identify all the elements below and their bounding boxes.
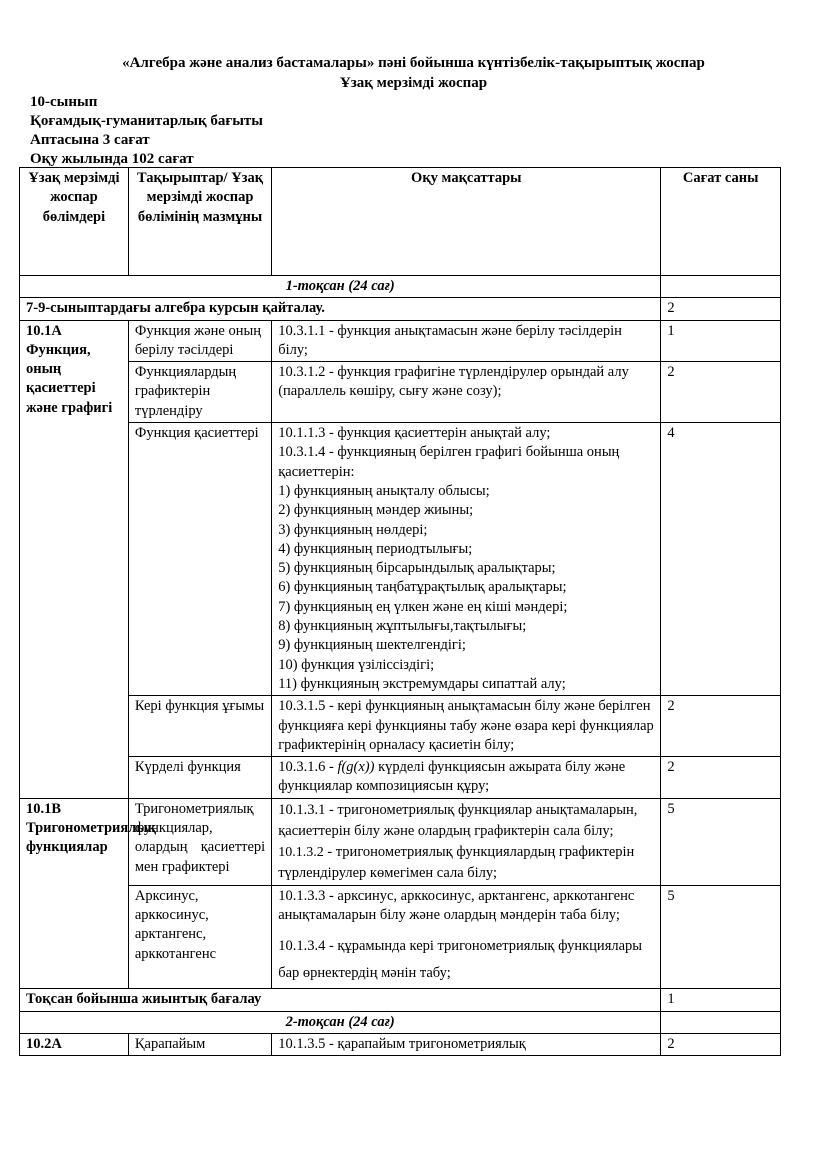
objective-code: 10.1.3.2 <box>278 844 324 860</box>
quarter-row <box>20 276 781 298</box>
hours-cell: 5 <box>661 885 781 989</box>
table-row <box>20 989 781 1011</box>
hours-cell: 2 <box>661 757 781 799</box>
objective-prefix: 10.3.1.6 - <box>278 759 338 776</box>
objective-line: 10.1.3.4 - құрамында кері тригонометриялық функциялары бар өрнектердің мәнін табу; <box>278 938 643 982</box>
objective-cell: 10.3.1.2 - функция графигіне түрлендірулер орындай алу (параллель көшіру, сығу және созу); <box>272 362 661 423</box>
objective-line: 6) функцияның таңбатұрақтылық аралықтары; <box>278 579 567 596</box>
review-label: 7-9-сыныптардағы алгебра курсын қайталау. <box>20 298 661 320</box>
table-row <box>20 798 781 885</box>
objective-cell <box>272 757 661 799</box>
topic-cell: Кері функция ұғымы <box>128 696 271 757</box>
header-objectives: Оқу мақсаттары <box>272 168 661 276</box>
objective-line: 10.1.3.3 - арксинус, арккосинус, арктангенс, арккотангенс анықтамаларын білу және олардың мәндерін таба білу; <box>278 887 635 924</box>
objective-line: 1) функцияның анықталу облысы; <box>278 482 490 499</box>
table-row <box>20 298 781 320</box>
section-b-name: 10.1B Тригонометриялық функциялар <box>20 798 129 989</box>
objective-cell: 10.1.3.5 - қарапайым тригонометриялық <box>272 1033 661 1055</box>
objective-cell <box>272 885 661 989</box>
hours-cell: 1 <box>661 320 781 362</box>
quarter-1-label: 1-тоқсан (24 сағ) <box>20 276 661 298</box>
hours-cell: 2 <box>661 696 781 757</box>
hours-cell: 4 <box>661 423 781 696</box>
yearly-hours-label: Оқу жылында 102 сағат <box>30 151 194 167</box>
document-title: «Алгебра және анализ бастамалары» пәні бойынша күнтізбелік-тақырыптық жоспар <box>122 55 705 71</box>
quarter-row <box>20 1011 781 1033</box>
objective-line <box>278 842 654 884</box>
topic-cell: Функция қасиеттері <box>128 423 271 696</box>
table-row <box>20 320 781 362</box>
objective-cell <box>272 798 661 885</box>
quarter-2-hours-cell <box>661 1011 781 1033</box>
section-a-name: 10.1А Функция, оның қасиеттері және графигі <box>20 320 129 798</box>
topic-cell: Қарапайым <box>128 1033 271 1055</box>
objective-line: 10.1.3.1 - тригонометриялық функциялар анықтамаларын, қасиеттерін білу және олардың графиктерін сала білу; <box>278 801 638 839</box>
table-row <box>20 362 781 423</box>
header-topics: Тақырыптар/ Ұзақ мерзімді жоспар бөлімінің мазмұны <box>128 168 271 276</box>
hours-cell: 2 <box>661 362 781 423</box>
table-row <box>20 1033 781 1055</box>
table-row <box>20 696 781 757</box>
objective-line: 9) функцияның шектелгендігі; <box>278 637 466 654</box>
objective-line: 8) функцияның жұптылығы,тақтылығы; <box>278 618 527 635</box>
objective-line: 7) функцияның ең үлкен және ең кіші мәндері; <box>278 598 568 615</box>
assessment-hours: 1 <box>661 989 781 1011</box>
table-row <box>20 423 781 696</box>
objective-line: 5) функцияның бірсарындылық аралықтары; <box>278 560 556 577</box>
objective-cell: 10.3.1.5 - кері функцияның анықтамасын білу және берілген функцияға кері функцияны табу және өзара кері функциялар графиктерінің орналасу қасиетін білу; <box>272 696 661 757</box>
grade-label: 10-сынып <box>30 94 98 110</box>
review-hours: 2 <box>661 298 781 320</box>
section-c-name: 10.2А <box>20 1033 129 1055</box>
objective-line: 3) функцияның нөлдері; <box>278 521 428 538</box>
topic-cell: Арксинус, арккосинус, арктангенс, арккотангенс <box>128 885 271 989</box>
topic-cell: Функциялардың графиктерін түрлендіру <box>128 362 271 423</box>
hours-cell: 2 <box>661 1033 781 1055</box>
table-row <box>20 757 781 799</box>
objective-line: 10) функция үзіліссіздігі; <box>278 656 435 673</box>
objective-cell <box>272 423 661 696</box>
objective-formula: f(g(x)) <box>337 759 375 776</box>
objective-line: 2) функцияның мәндер жиыны; <box>278 502 474 519</box>
objective-suffix: күрделі функциясын ажырата білу және функциялар композициясын құру; <box>278 759 626 795</box>
table-header-row <box>20 168 781 276</box>
objective-line: 11) функцияның экстремумдары сипаттай алу; <box>278 675 566 692</box>
table-row <box>20 885 781 989</box>
document-subtitle: Ұзақ мерзімді жоспар <box>339 75 488 91</box>
objective-line: 4) функцияның периодтылығы; <box>278 540 473 557</box>
quarter-1-hours-cell <box>661 276 781 298</box>
plan-table <box>19 167 781 1056</box>
direction-label: Қоғамдық-гуманитарлық бағыты <box>30 113 263 129</box>
weekly-hours-label: Аптасына 3 сағат <box>30 132 150 148</box>
topic-cell: Тригонометриялық функциялар, олардың қасиеттері мен графиктері <box>128 798 271 885</box>
header-sections: Ұзақ мерзімді жоспар бөлімдері <box>20 168 129 276</box>
assessment-label: Тоқсан бойынша жиынтық бағалау <box>20 989 661 1011</box>
hours-cell: 5 <box>661 798 781 885</box>
quarter-2-label: 2-тоқсан (24 сағ) <box>20 1011 661 1033</box>
topic-cell: Функция және оның берілу тәсілдері <box>128 320 271 362</box>
objective-text: - тригонометриялық функциялардың графиктерін түрлендірулер көмегімен сала білу; <box>278 843 635 881</box>
header-hours: Сағат саны <box>661 168 781 276</box>
objective-line: 10.1.1.3 - функция қасиеттерін анықтай алу; <box>278 425 551 442</box>
objective-cell: 10.3.1.1 - функция анықтамасын және берілу тәсілдерін білу; <box>272 320 661 362</box>
objective-line: 10.3.1.4 - функцияның берілген графигі бойынша оның қасиеттерін: <box>278 444 620 480</box>
topic-cell: Күрделі функция <box>128 757 271 799</box>
